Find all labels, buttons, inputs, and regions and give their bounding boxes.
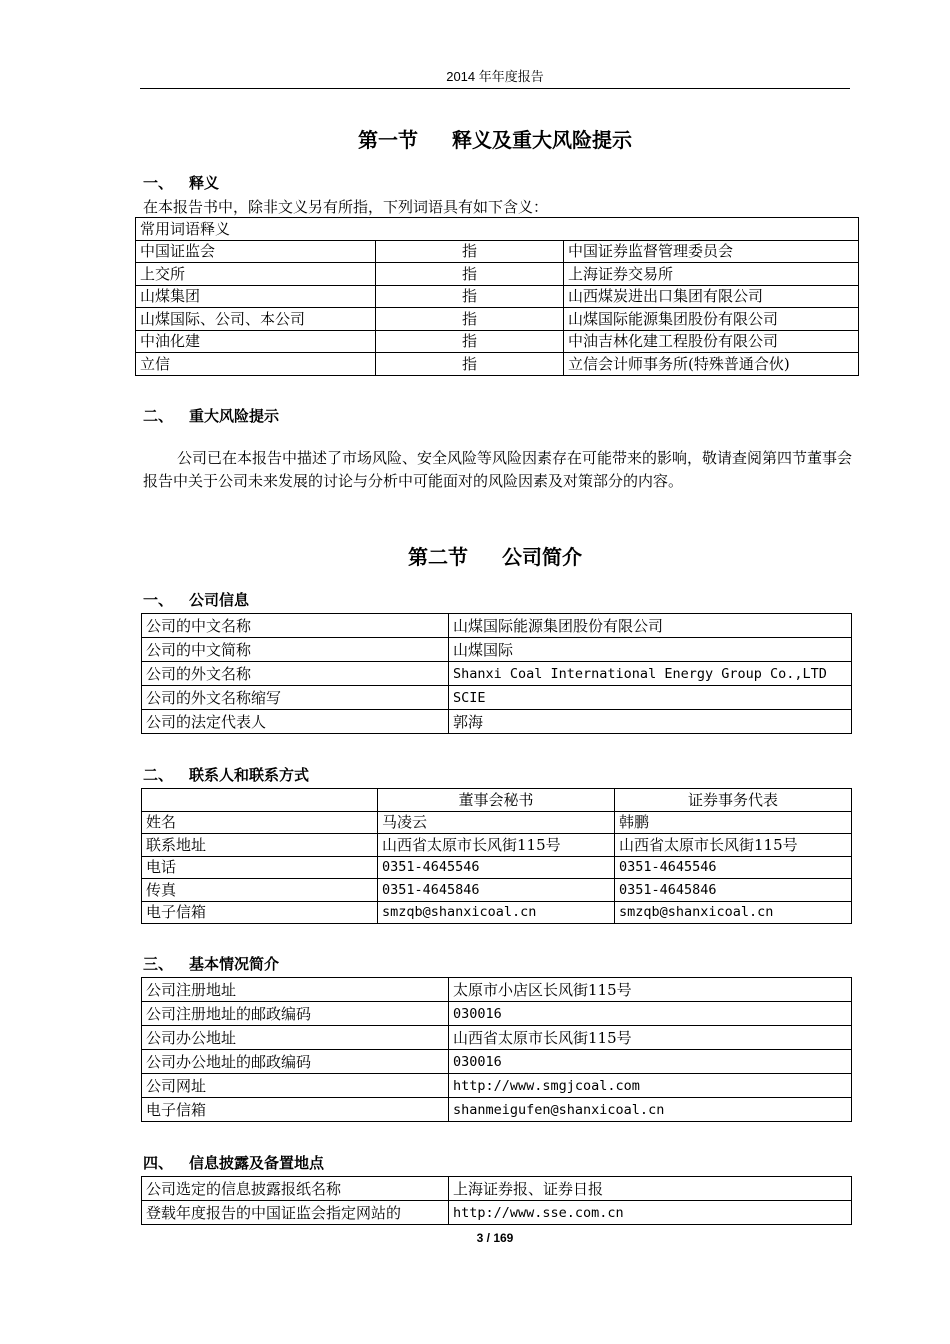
contact-value: 0351-4645546 [378,856,615,879]
glossary-term: 立信 [136,353,376,376]
basic-value: 太原市小店区长风街115号 [449,978,852,1002]
email-link[interactable]: shanmeigufen@shanxicoal.cn [449,1098,852,1122]
table-row [136,263,859,286]
section2-sub3 [143,953,279,974]
disclosure-label: 公司选定的信息披露报纸名称 [142,1177,449,1201]
sub-title: 公司信息 [189,591,250,609]
glossary-header: 常用词语释义 [136,218,859,241]
glossary-term: 中国证监会 [136,240,376,263]
glossary-meaning: 山煤国际能源集团股份有限公司 [564,308,859,331]
table-row [142,638,852,662]
table-row [142,879,852,902]
contact-col-header: 证券事务代表 [615,789,852,812]
table-row [142,978,852,1002]
website-link[interactable]: http://www.smgjcoal.com [449,1074,852,1098]
glossary-rel: 指 [376,263,564,286]
contact-value: 0351-4645546 [615,856,852,879]
sub-title: 联系人和联系方式 [189,766,310,784]
glossary-table [135,217,859,376]
contact-email[interactable]: smzqb@shanxicoal.cn [615,901,852,924]
section1-title [0,124,950,153]
sub-number: 一、 [143,591,174,609]
contact-table [141,788,852,924]
table-row [142,1177,852,1201]
info-value: 郭海 [449,710,852,734]
basic-label: 公司注册地址的邮政编码 [142,1002,449,1026]
contact-col-header: 董事会秘书 [378,789,615,812]
info-value: 山煤国际能源集团股份有限公司 [449,614,852,638]
basic-label: 公司注册地址 [142,978,449,1002]
basic-info-table [141,977,852,1122]
section1-number: 第一节 [358,128,418,152]
section1-sub2 [143,405,279,426]
contact-value: 0351-4645846 [378,879,615,902]
basic-label: 公司网址 [142,1074,449,1098]
section1-sub1 [143,172,219,193]
glossary-rel: 指 [376,308,564,331]
sub-number: 二、 [143,766,174,784]
section2-sub1 [143,589,249,610]
sub-number: 三、 [143,955,174,973]
contact-value: 0351-4645846 [615,879,852,902]
table-row [142,710,852,734]
report-header: 2014 年年度报告 [446,69,544,84]
table-row [142,901,852,924]
info-label: 公司的外文名称 [142,662,449,686]
glossary-term: 山煤集团 [136,285,376,308]
header-divider [140,88,850,89]
disclosure-label: 登载年度报告的中国证监会指定网站的 [142,1201,449,1225]
contact-label: 电话 [142,856,378,879]
sub-title: 重大风险提示 [189,407,280,425]
glossary-meaning: 中国证券监督管理委员会 [564,240,859,263]
table-row [136,353,859,376]
sub-title: 释义 [189,174,220,192]
table-row [142,1098,852,1122]
table-row [142,662,852,686]
table-row [142,834,852,857]
table-row [142,811,852,834]
contact-label: 姓名 [142,811,378,834]
table-row [142,1026,852,1050]
table-row [136,240,859,263]
disclosure-value: 上海证券报、证券日报 [449,1177,852,1201]
company-info-table [141,613,852,734]
contact-value: 山西省太原市长风街115号 [378,834,615,857]
table-row [142,686,852,710]
table-row [142,614,852,638]
page-number: 3 / 169 [476,1231,514,1245]
glossary-rel: 指 [376,330,564,353]
info-label: 公司的中文名称 [142,614,449,638]
disclosure-table [141,1176,852,1225]
section2-heading: 公司简介 [502,545,582,569]
info-label: 公司的外文名称缩写 [142,686,449,710]
contact-value: 韩鹏 [615,811,852,834]
table-row [136,285,859,308]
contact-value: 山西省太原市长风街115号 [615,834,852,857]
table-row [142,856,852,879]
info-value: SCIE [449,686,852,710]
contact-value: 马凌云 [378,811,615,834]
sub-title: 基本情况简介 [189,955,280,973]
section2-sub4 [143,1152,324,1173]
glossary-term: 山煤国际、公司、本公司 [136,308,376,331]
contact-label: 电子信箱 [142,901,378,924]
disclosure-link[interactable]: http://www.sse.com.cn [449,1201,852,1225]
section1-heading: 释义及重大风险提示 [452,128,632,152]
glossary-term: 上交所 [136,263,376,286]
glossary-term: 中油化建 [136,330,376,353]
table-row [142,1074,852,1098]
glossary-rel: 指 [376,240,564,263]
glossary-intro: 在本报告书中，除非文义另有所指，下列词语具有如下含义： [143,198,549,216]
basic-label: 公司办公地址 [142,1026,449,1050]
contact-label: 传真 [142,879,378,902]
basic-value: 030016 [449,1002,852,1026]
glossary-rel: 指 [376,353,564,376]
glossary-meaning: 山西煤炭进出口集团有限公司 [564,285,859,308]
basic-label: 公司办公地址的邮政编码 [142,1050,449,1074]
sub-title: 信息披露及备置地点 [189,1154,325,1172]
table-row [142,1002,852,1026]
table-row [142,1050,852,1074]
table-header-row [142,789,852,812]
sub-number: 二、 [143,407,174,425]
info-value: Shanxi Coal International Energy Group Co.,LTD [449,662,852,686]
basic-label: 电子信箱 [142,1098,449,1122]
glossary-meaning: 上海证券交易所 [564,263,859,286]
sub-number: 一、 [143,174,174,192]
info-value: 山煤国际 [449,638,852,662]
info-label: 公司的法定代表人 [142,710,449,734]
section2-number: 第二节 [408,545,468,569]
basic-value: 030016 [449,1050,852,1074]
table-row [142,1201,852,1225]
glossary-rel: 指 [376,285,564,308]
info-label: 公司的中文简称 [142,638,449,662]
section2-title [0,541,950,570]
glossary-meaning: 中油吉林化建工程股份有限公司 [564,330,859,353]
section2-sub2 [143,764,309,785]
table-row [136,330,859,353]
contact-label: 联系地址 [142,834,378,857]
glossary-meaning: 立信会计师事务所(特殊普通合伙) [564,353,859,376]
contact-email[interactable]: smzqb@shanxicoal.cn [378,901,615,924]
risk-paragraph: 公司已在本报告中描述了市场风险、安全风险等风险因素存在可能带来的影响，敬请查阅第四节董事会报告中关于公司未来发展的讨论与分析中可能面对的风险因素及对策部分的内容。 [143,449,853,490]
table-row [136,308,859,331]
sub-number: 四、 [143,1154,174,1172]
basic-value: 山西省太原市长风街115号 [449,1026,852,1050]
